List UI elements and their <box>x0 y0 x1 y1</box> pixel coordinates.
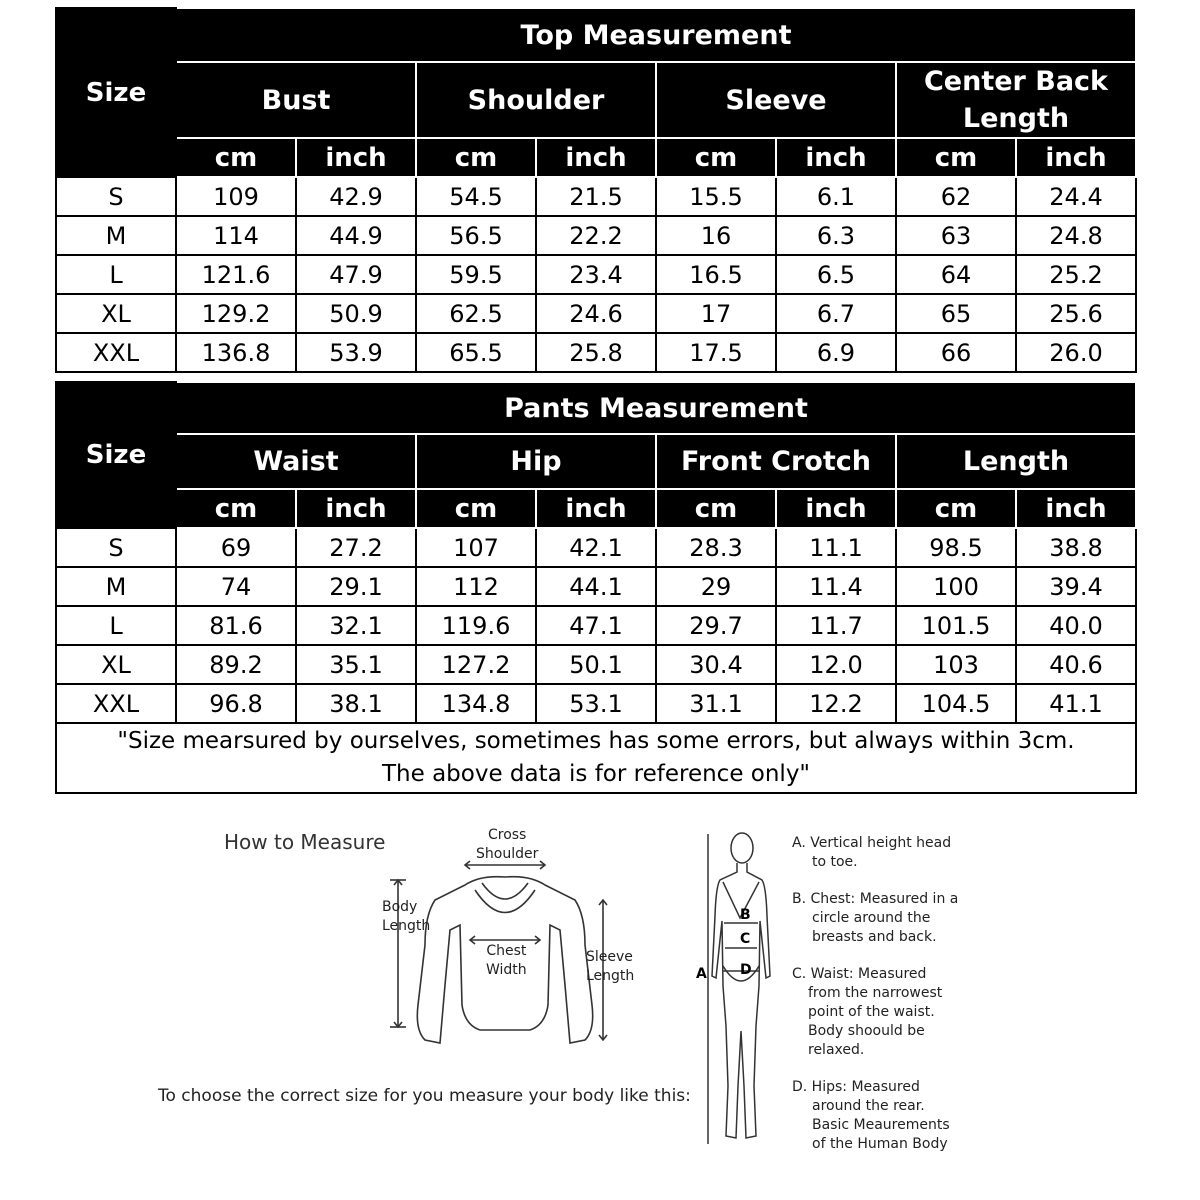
value-cell: 134.8 <box>416 684 536 723</box>
size-cell: XL <box>56 645 176 684</box>
value-cell: 40.0 <box>1016 606 1136 645</box>
pants-table-body <box>56 528 1136 723</box>
value-cell: 119.6 <box>416 606 536 645</box>
value-cell: 100 <box>896 567 1016 606</box>
unit-inch: inch <box>1016 138 1136 177</box>
pants-measurement-title: Pants Measurement <box>176 382 1136 434</box>
value-cell: 109 <box>176 177 296 216</box>
value-cell: 16 <box>656 216 776 255</box>
table-row <box>56 528 1136 567</box>
size-cell: XXL <box>56 684 176 723</box>
unit-inch: inch <box>536 489 656 528</box>
note-b: B. Chest: Measured in a circle around the breasts and back. <box>792 891 959 945</box>
value-cell: 47.1 <box>536 606 656 645</box>
value-cell: 101.5 <box>896 606 1016 645</box>
unit-cm: cm <box>896 489 1016 528</box>
unit-cm: cm <box>176 138 296 177</box>
value-cell: 89.2 <box>176 645 296 684</box>
value-cell: 25.6 <box>1016 294 1136 333</box>
table-row <box>56 216 1136 255</box>
note-c: C. Waist: Measured from the narrowest point of the waist. Body shoould be relaxed. <box>792 966 943 1058</box>
value-cell: 11.7 <box>776 606 896 645</box>
value-cell: 69 <box>176 528 296 567</box>
size-cell: M <box>56 216 176 255</box>
value-cell: 28.3 <box>656 528 776 567</box>
value-cell: 40.6 <box>1016 645 1136 684</box>
marker-c: C <box>740 931 751 947</box>
value-cell: 6.7 <box>776 294 896 333</box>
value-cell: 27.2 <box>296 528 416 567</box>
value-cell: 42.1 <box>536 528 656 567</box>
value-cell: 104.5 <box>896 684 1016 723</box>
value-cell: 29.7 <box>656 606 776 645</box>
measure-notes <box>792 834 958 1154</box>
value-cell: 81.6 <box>176 606 296 645</box>
value-cell: 38.8 <box>1016 528 1136 567</box>
value-cell: 114 <box>176 216 296 255</box>
value-cell: 24.4 <box>1016 177 1136 216</box>
chest-width-label: Chest Width <box>486 943 527 978</box>
table-row <box>56 294 1136 333</box>
value-cell: 64 <box>896 255 1016 294</box>
unit-inch: inch <box>776 489 896 528</box>
unit-inch: inch <box>296 138 416 177</box>
top-table-body <box>56 177 1136 372</box>
front-crotch-header: Front Crotch <box>656 434 896 489</box>
value-cell: 50.9 <box>296 294 416 333</box>
value-cell: 54.5 <box>416 177 536 216</box>
center-back-length-header: Center Back Length <box>896 62 1136 138</box>
table-row <box>56 333 1136 372</box>
value-cell: 112 <box>416 567 536 606</box>
value-cell: 50.1 <box>536 645 656 684</box>
value-cell: 66 <box>896 333 1016 372</box>
table-row <box>56 645 1136 684</box>
value-cell: 26.0 <box>1016 333 1136 372</box>
table-row <box>56 606 1136 645</box>
value-cell: 23.4 <box>536 255 656 294</box>
shoulder-header: Shoulder <box>416 62 656 138</box>
disclaimer-line-1: "Size mearsured by ourselves, sometimes has some errors, but always within 3cm. <box>117 728 1075 754</box>
value-cell: 53.1 <box>536 684 656 723</box>
value-cell: 21.5 <box>536 177 656 216</box>
marker-a: A <box>696 966 707 982</box>
value-cell: 59.5 <box>416 255 536 294</box>
unit-cm: cm <box>416 489 536 528</box>
value-cell: 74 <box>176 567 296 606</box>
sleeve-length-label: Sleeve Length <box>586 949 635 984</box>
size-cell: L <box>56 606 176 645</box>
size-cell: L <box>56 255 176 294</box>
value-cell: 6.9 <box>776 333 896 372</box>
marker-d: D <box>740 962 752 978</box>
marker-b: B <box>740 907 751 923</box>
body-length-label: Body Length <box>382 899 431 934</box>
value-cell: 44.1 <box>536 567 656 606</box>
value-cell: 38.1 <box>296 684 416 723</box>
size-header: Size <box>56 8 176 177</box>
sleeve-header: Sleeve <box>656 62 896 138</box>
length-header: Length <box>896 434 1136 489</box>
body-figure-diagram <box>690 826 790 1156</box>
value-cell: 96.8 <box>176 684 296 723</box>
how-to-measure-label: How to Measure <box>224 830 386 854</box>
value-cell: 103 <box>896 645 1016 684</box>
value-cell: 32.1 <box>296 606 416 645</box>
note-a: A. Vertical height head to toe. <box>792 835 952 870</box>
value-cell: 65.5 <box>416 333 536 372</box>
value-cell: 42.9 <box>296 177 416 216</box>
unit-cm: cm <box>656 489 776 528</box>
value-cell: 29 <box>656 567 776 606</box>
cross-shoulder-label: Cross Shoulder <box>476 827 539 862</box>
value-cell: 12.2 <box>776 684 896 723</box>
note-d: D. Hips: Measured around the rear. Basic Meaurements of the Human Body <box>792 1079 950 1152</box>
value-cell: 62.5 <box>416 294 536 333</box>
value-cell: 30.4 <box>656 645 776 684</box>
top-measurement-table <box>55 7 1137 373</box>
top-measurement-title: Top Measurement <box>176 8 1136 62</box>
unit-inch: inch <box>536 138 656 177</box>
table-row <box>56 567 1136 606</box>
value-cell: 24.8 <box>1016 216 1136 255</box>
value-cell: 11.4 <box>776 567 896 606</box>
value-cell: 107 <box>416 528 536 567</box>
unit-cm: cm <box>896 138 1016 177</box>
value-cell: 53.9 <box>296 333 416 372</box>
value-cell: 41.1 <box>1016 684 1136 723</box>
value-cell: 22.2 <box>536 216 656 255</box>
pants-measurement-table <box>55 381 1137 794</box>
size-cell: S <box>56 528 176 567</box>
value-cell: 6.1 <box>776 177 896 216</box>
waist-header: Waist <box>176 434 416 489</box>
value-cell: 24.6 <box>536 294 656 333</box>
size-cell: XL <box>56 294 176 333</box>
measure-instruction: To choose the correct size for you measure your body like this: <box>158 1086 691 1106</box>
value-cell: 31.1 <box>656 684 776 723</box>
table-row <box>56 177 1136 216</box>
disclaimer-line-2: The above data is for reference only" <box>381 761 811 787</box>
unit-cm: cm <box>416 138 536 177</box>
value-cell: 56.5 <box>416 216 536 255</box>
unit-inch: inch <box>776 138 896 177</box>
value-cell: 121.6 <box>176 255 296 294</box>
value-cell: 63 <box>896 216 1016 255</box>
table-row <box>56 684 1136 723</box>
value-cell: 12.0 <box>776 645 896 684</box>
value-cell: 129.2 <box>176 294 296 333</box>
value-cell: 6.5 <box>776 255 896 294</box>
value-cell: 98.5 <box>896 528 1016 567</box>
value-cell: 16.5 <box>656 255 776 294</box>
value-cell: 35.1 <box>296 645 416 684</box>
value-cell: 11.1 <box>776 528 896 567</box>
value-cell: 44.9 <box>296 216 416 255</box>
unit-cm: cm <box>176 489 296 528</box>
value-cell: 25.8 <box>536 333 656 372</box>
size-header: Size <box>56 382 176 528</box>
unit-inch: inch <box>1016 489 1136 528</box>
disclaimer-note <box>56 723 1136 793</box>
value-cell: 25.2 <box>1016 255 1136 294</box>
value-cell: 17 <box>656 294 776 333</box>
value-cell: 29.1 <box>296 567 416 606</box>
table-row <box>56 255 1136 294</box>
value-cell: 6.3 <box>776 216 896 255</box>
value-cell: 62 <box>896 177 1016 216</box>
value-cell: 136.8 <box>176 333 296 372</box>
size-cell: XXL <box>56 333 176 372</box>
unit-inch: inch <box>296 489 416 528</box>
value-cell: 65 <box>896 294 1016 333</box>
value-cell: 47.9 <box>296 255 416 294</box>
size-cell: S <box>56 177 176 216</box>
size-cell: M <box>56 567 176 606</box>
hip-header: Hip <box>416 434 656 489</box>
value-cell: 127.2 <box>416 645 536 684</box>
bust-header: Bust <box>176 62 416 138</box>
value-cell: 39.4 <box>1016 567 1136 606</box>
value-cell: 17.5 <box>656 333 776 372</box>
unit-cm: cm <box>656 138 776 177</box>
value-cell: 15.5 <box>656 177 776 216</box>
